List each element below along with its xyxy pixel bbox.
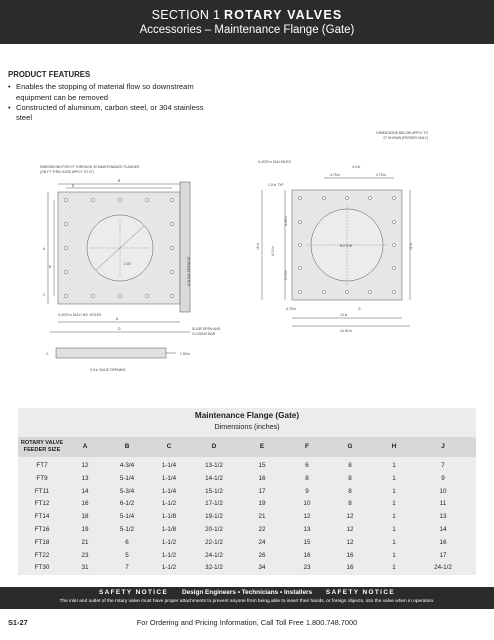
features-title: PRODUCT FEATURES [8,70,91,79]
dim-4-00: 4.00 in [271,245,275,256]
cell-c: 1-1/8 [161,513,177,521]
cell-feeder-size: FT7 [36,462,48,469]
table-row [18,497,476,510]
section-prefix: SECTION 1 [151,8,221,22]
cell-b: 6 [125,538,129,546]
cell-d: 13-1/2 [205,462,223,469]
table-row [18,472,476,485]
dim-b-label: B [118,179,121,183]
cell-f: 12 [303,513,311,521]
cell-e: 24 [258,538,266,546]
cell-j: 7 [441,462,445,469]
holes-note: 0.4375 in DIA HOLES [258,160,291,164]
slide-closing-2: CLOSING BAR [192,332,216,336]
table-title: Maintenance Flange (Gate) [194,411,300,420]
safety-notice-left: SAFETY NOTICE [98,589,169,596]
cell-a: 12 [81,462,89,469]
cell-j: 10 [439,487,447,495]
cell-d: 15-1/2 [205,487,223,495]
note-left-1: DIMENSIONS FOR 07 THROUGH 30 MAINTENANCE FLANGES [40,165,140,169]
cell-j: 16 [439,538,447,546]
cell-e: 21 [258,513,266,521]
cell-g: 12 [346,513,354,521]
cell-e: 26 [258,551,266,559]
cell-a: 13 [81,474,89,482]
slide-opening-label: A SLIDE OPENING [187,256,191,286]
header-col-h: H [391,443,397,450]
table-row [18,459,476,472]
features-list [8,82,208,123]
cell-e: 16 [258,474,266,482]
table-row [18,561,476,574]
safety-notice-right: SAFETY NOTICE [325,589,396,596]
header-col-f: F [305,443,309,450]
cell-feeder-size: FT12 [34,500,50,508]
cell-a: 14 [81,487,89,495]
cell-g: 8 [348,462,352,469]
cell-g: 16 [346,551,354,559]
cell-g: 8 [348,474,352,482]
dim-3-75c: 3.75 in [284,269,288,280]
dim-2-00: 2.00 [124,262,131,266]
cell-d: 22-1/2 [205,538,223,546]
flange-edge [180,182,190,312]
cell-a: 31 [81,564,89,572]
cell-c: 1-1/2 [161,551,177,559]
table-subtitle: Dimensions (inches) [214,422,280,431]
technical-drawing [40,126,460,388]
dim-b-side-label: B [49,265,52,269]
dim-4-0: 4.0 in [352,165,361,169]
table-row [18,510,476,523]
dim-4-26: 4.26 in [284,215,288,226]
dim-c-side: C [46,352,49,356]
cell-e: 34 [258,564,266,572]
header-col-c: C [166,443,172,450]
header-feeder-line-2: FEEDER SIZE [23,447,61,453]
note-top-right-2: 07 SHOWN (FEEDER ONLY) [383,136,428,140]
dim-14-50: 14.50 in [340,329,353,333]
header-feeder-line-1: ROTARY VALVE [20,440,64,446]
cell-f: 15 [303,538,311,546]
cell-g: 12 [346,526,354,533]
cell-feeder-size: FT11 [34,487,50,495]
cell-g: 8 [348,487,352,495]
cell-j: 13 [439,513,447,521]
dim-1-50: 1.50 in [180,352,191,356]
dimensions-table [18,408,476,575]
cell-b: 6-1/2 [119,500,135,508]
cell-a: 23 [81,551,89,559]
dim-c-label: C [43,293,46,297]
cell-b: 5 [125,551,129,559]
cell-h: 1 [392,462,396,469]
contact-line: For Ordering and Pricing Information, Call Toll Free 1.800.748.7000 [136,618,358,627]
header-col-g: G [347,443,353,450]
cell-c: 1-1/8 [161,526,177,533]
table-row [18,523,476,536]
cell-d: 19-1/2 [205,513,223,521]
cell-e: 15 [258,462,266,469]
cell-d: 24-1/2 [205,551,223,559]
cell-b: 5-1/4 [119,513,135,521]
cell-h: 1 [392,474,396,482]
table-row [18,485,476,498]
cell-j: 17 [439,551,447,559]
cell-h: 1 [392,513,396,521]
cell-h: 1 [392,538,396,546]
slide-opening-bottom: 0.5 in SLIDE OPENING [90,368,126,372]
dim-e-label: E [72,184,75,188]
note-left-2: (ON FT THRU 4/420 APPLY TO 07) [40,170,94,174]
cell-a: 18 [81,513,89,521]
cell-feeder-size: FT9 [36,474,48,482]
safety-text: The inlet and outlet of the rotary valve must have proper attachments to prevent anyone from being able to insert their hands, or foreign objects, into the valve when in operation. [59,599,435,604]
header-col-a: A [82,443,88,450]
cell-d: 14-1/2 [205,474,223,482]
header-col-d: D [211,443,217,450]
cell-feeder-size: FT22 [34,551,50,559]
cell-j: 11 [439,500,447,508]
dim-a-label: A [43,247,46,251]
cell-e: 22 [258,526,266,533]
cell-e: 19 [258,500,266,508]
cell-f: 8 [305,474,309,482]
dim-12-in: 12 in [409,242,413,250]
header-col-b: B [124,443,130,450]
feature-item: • Enables the stopping of material flow so downstream equipment can be removed [8,82,208,103]
cell-a: 21 [81,538,89,546]
dim-a-bottom: A [116,317,119,321]
cell-c: 1-1/4 [161,474,177,482]
cell-h: 1 [392,500,396,508]
cell-feeder-size: FT16 [34,526,50,533]
dim-g-label: G [358,307,361,311]
cell-d: 32-1/2 [205,564,223,572]
cell-h: 1 [392,526,396,533]
page-subtitle: Accessories – Maintenance Flange (Gate) [139,24,355,36]
cell-g: 12 [346,538,354,546]
rotor-label: ROTOR [340,244,353,248]
cell-a: 16 [81,500,89,508]
safety-notice [0,587,494,609]
dim-16-in: 16 in [256,242,260,250]
cell-f: 10 [303,500,311,508]
dim-6-75: 6.75 in [286,307,297,311]
cell-c: 1-1/2 [161,538,177,546]
dim-d-label: D [118,327,121,331]
holes-count-label: 0.4375 in DIA H NO. HOLES [58,313,102,317]
cell-f: 16 [303,551,311,559]
cell-g: 8 [348,500,352,508]
section-header [0,0,494,44]
cell-j: 14 [439,526,447,533]
safety-audience: Design Engineers • Technicians • Installers [181,589,313,596]
cell-feeder-size: FT30 [34,564,50,572]
cell-c: 1-1/2 [161,500,177,508]
header-col-j: J [441,443,445,450]
slide-closing-1: SLIDE OPEN AND [192,327,221,331]
cell-b: 5-3/4 [119,487,135,495]
cell-feeder-size: FT18 [34,538,50,546]
cell-h: 1 [392,487,396,495]
note-top-right-1: DIMENSIONS BELOW APPLY TO [376,131,428,135]
header-col-e: E [259,443,265,450]
cell-f: 9 [305,487,309,495]
cell-h: 1 [392,551,396,559]
cell-b: 4-3/4 [119,462,135,469]
product-features [8,70,208,123]
table-row [18,536,476,549]
cell-f: 6 [305,462,309,469]
cell-h: 1 [392,564,396,572]
section-name: ROTARY VALVES [224,8,343,22]
flange-side-view [56,348,166,358]
cell-c: 1-1/4 [161,487,177,495]
cell-b: 7 [125,564,129,572]
dim-3-75b: 3.75 in [376,173,387,177]
table-header-row [18,437,476,457]
cell-c: 1-1/2 [161,564,177,572]
cell-b: 5-1/2 [119,526,135,533]
cell-g: 16 [346,564,354,572]
cell-feeder-size: FT14 [34,513,50,521]
dim-1-0: 1.0 in TYP [268,183,284,187]
cell-d: 20-1/2 [205,526,223,533]
cell-j: 24-1/2 [434,564,452,572]
table-row [18,549,476,562]
page-footer [0,616,494,632]
cell-f: 23 [303,564,311,572]
cell-e: 17 [258,487,266,495]
safety-heading [0,589,494,596]
section-title [0,8,494,22]
cell-d: 17-1/2 [205,500,223,508]
cell-f: 13 [303,526,311,533]
cell-j: 9 [441,474,445,482]
header-feeder-size [18,440,66,454]
cell-a: 19 [81,526,89,533]
page-number: S1-27 [8,618,28,627]
cell-c: 1-1/4 [161,462,177,469]
dim-13-in: 13 in [340,313,348,317]
feature-item: • Constructed of aluminum, carbon steel, or 304 stainless steel [8,103,208,124]
dim-3-75a: 3.75 in [330,173,341,177]
cell-b: 5-1/4 [119,474,135,482]
